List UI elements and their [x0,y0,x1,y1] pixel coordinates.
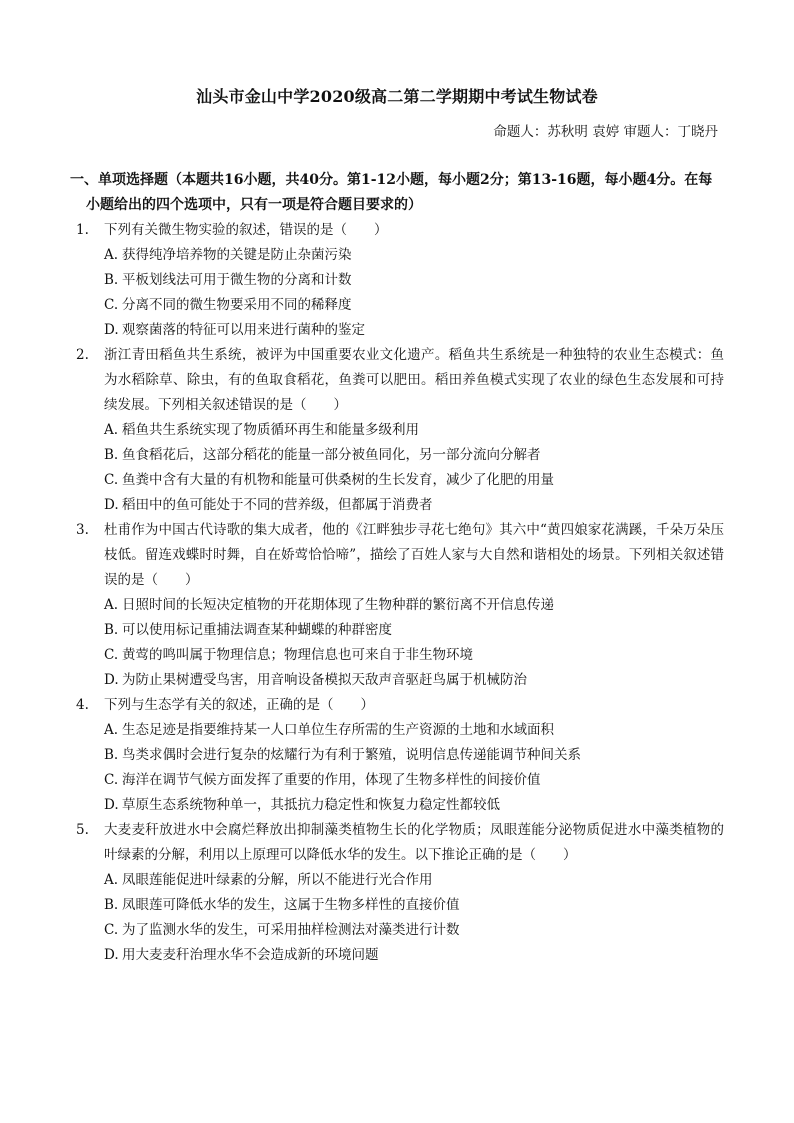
option-b [70,618,724,643]
option-letter: C. [104,922,119,938]
question-stem [70,218,724,243]
option-letter: A. [104,422,119,438]
question-stem [70,343,724,418]
option-letter: A. [104,597,119,613]
option-letter: B. [104,747,119,763]
option-c [70,643,724,668]
question-stem [70,693,724,718]
page-title: 汕头市金山中学2020级高二第二学期期中考试生物试卷 [196,87,598,106]
option-text: 获得纯净培养物的关键是防止杂菌污染 [122,247,352,263]
option-b [70,268,724,293]
question-text: 下列有关微生物实验的叙述，错误的是（ ） [104,222,388,238]
option-text: 鸟类求偶时会进行复杂的炫耀行为有利于繁殖，说明信息传递能调节种间关系 [122,747,581,763]
author-line: 命题人：苏秋明 袁婷 审题人：丁晓丹 [493,124,718,140]
option-text: 鱼粪中含有大量的有机物和能量可供桑树的生长发育，减少了化肥的用量 [122,472,554,488]
question-3 [70,518,724,693]
option-text: 稻鱼共生系统实现了物质循环再生和能量多级利用 [122,422,419,438]
question-1 [70,218,724,343]
option-c [70,918,724,943]
option-letter: C. [104,772,119,788]
option-text: 凤眼莲能促进叶绿素的分解，所以不能进行光合作用 [122,872,433,888]
option-d [70,493,724,518]
option-text: 分离不同的微生物要采用不同的稀释度 [122,297,352,313]
option-letter: D. [104,797,119,813]
option-a [70,243,724,268]
option-text: 可以使用标记重捕法调查某种蝴蝶的种群密度 [122,622,392,638]
option-letter: A. [104,247,119,263]
option-b [70,743,724,768]
option-text: 平板划线法可用于微生物的分离和计数 [122,272,352,288]
option-b [70,893,724,918]
option-text: 用大麦麦秆治理水华不会造成新的环境问题 [122,947,379,963]
option-a [70,418,724,443]
question-5 [70,818,724,968]
question-text: 下列与生态学有关的叙述，正确的是（ ） [104,697,374,713]
question-number: 4. [76,697,89,713]
option-letter: C. [104,647,119,663]
question-number: 2. [76,347,89,363]
option-d [70,318,724,343]
question-4 [70,693,724,818]
option-letter: A. [104,872,119,888]
option-letter: B. [104,897,119,913]
option-a [70,593,724,618]
option-letter: D. [104,322,119,338]
option-c [70,293,724,318]
question-stem [70,518,724,593]
question-text: 浙江青田稻鱼共生系统，被评为中国重要农业文化遗产。稻鱼共生系统是一种独特的农业生态模式：鱼为水稻除草、除虫，有的鱼取食稻花，鱼粪可以肥田。稻田养鱼模式实现了农业的绿色生态发展和可持续发展。下列相关叙述错误的是（ ） [104,347,724,413]
option-text: 黄莺的鸣叫属于物理信息；物理信息也可来自于非生物环境 [122,647,473,663]
option-b [70,443,724,468]
option-text: 为了监测水华的发生，可采用抽样检测法对藻类进行计数 [122,922,460,938]
question-stem [70,818,724,868]
option-text: 稻田中的鱼可能处于不同的营养级，但都属于消费者 [122,497,433,513]
option-letter: D. [104,947,119,963]
section-heading: 一、单项选择题（本题共16小题，共40分。第1-12小题，每小题2分；第13-16题，每小题4分。在每小题给出的四个选项中，只有一项是符合题目要求的） [70,172,713,213]
option-d [70,793,724,818]
option-d [70,668,724,693]
option-c [70,468,724,493]
question-2 [70,343,724,518]
option-d [70,943,724,968]
option-text: 为防止果树遭受鸟害，用音响设备模拟天敌声音驱赶鸟属于机械防治 [122,672,527,688]
option-letter: B. [104,622,119,638]
question-number: 3. [76,522,89,538]
question-text: 杜甫作为中国古代诗歌的集大成者，他的《江畔独步寻花七绝句》其六中“黄四娘家花满蹊，千朵万朵压枝低。留连戏蝶时时舞，自在娇莺恰恰啼”，描绘了百姓人家与大自然和谐相处的场景。下列相关叙述错误的是（ ） [104,522,724,588]
option-text: 鱼食稻花后，这部分稻花的能量一部分被鱼同化，另一部分流向分解者 [122,447,541,463]
option-a [70,868,724,893]
option-text: 日照时间的长短决定植物的开花期体现了生物种群的繁衍离不开信息传递 [122,597,554,613]
option-text: 观察菌落的特征可以用来进行菌种的鉴定 [122,322,365,338]
option-letter: B. [104,447,119,463]
question-number: 1. [76,222,89,238]
option-a [70,718,724,743]
option-c [70,768,724,793]
option-text: 海洋在调节气候方面发挥了重要的作用，体现了生物多样性的间接价值 [122,772,541,788]
question-number: 5. [76,822,89,838]
question-text: 大麦麦秆放进水中会腐烂释放出抑制藻类植物生长的化学物质；凤眼莲能分泌物质促进水中藻类植物的叶绿素的分解，利用以上原理可以降低水华的发生。以下推论正确的是（ ） [104,822,724,863]
option-letter: A. [104,722,119,738]
option-text: 草原生态系统物种单一，其抵抗力稳定性和恢复力稳定性都较低 [122,797,500,813]
option-letter: C. [104,297,119,313]
option-letter: B. [104,272,119,288]
question-list [70,218,724,968]
option-text: 生态足迹是指要维持某一人口单位生存所需的生产资源的土地和水域面积 [122,722,554,738]
option-letter: D. [104,672,119,688]
option-text: 凤眼莲可降低水华的发生，这属于生物多样性的直接价值 [122,897,460,913]
option-letter: D. [104,497,119,513]
option-letter: C. [104,472,119,488]
